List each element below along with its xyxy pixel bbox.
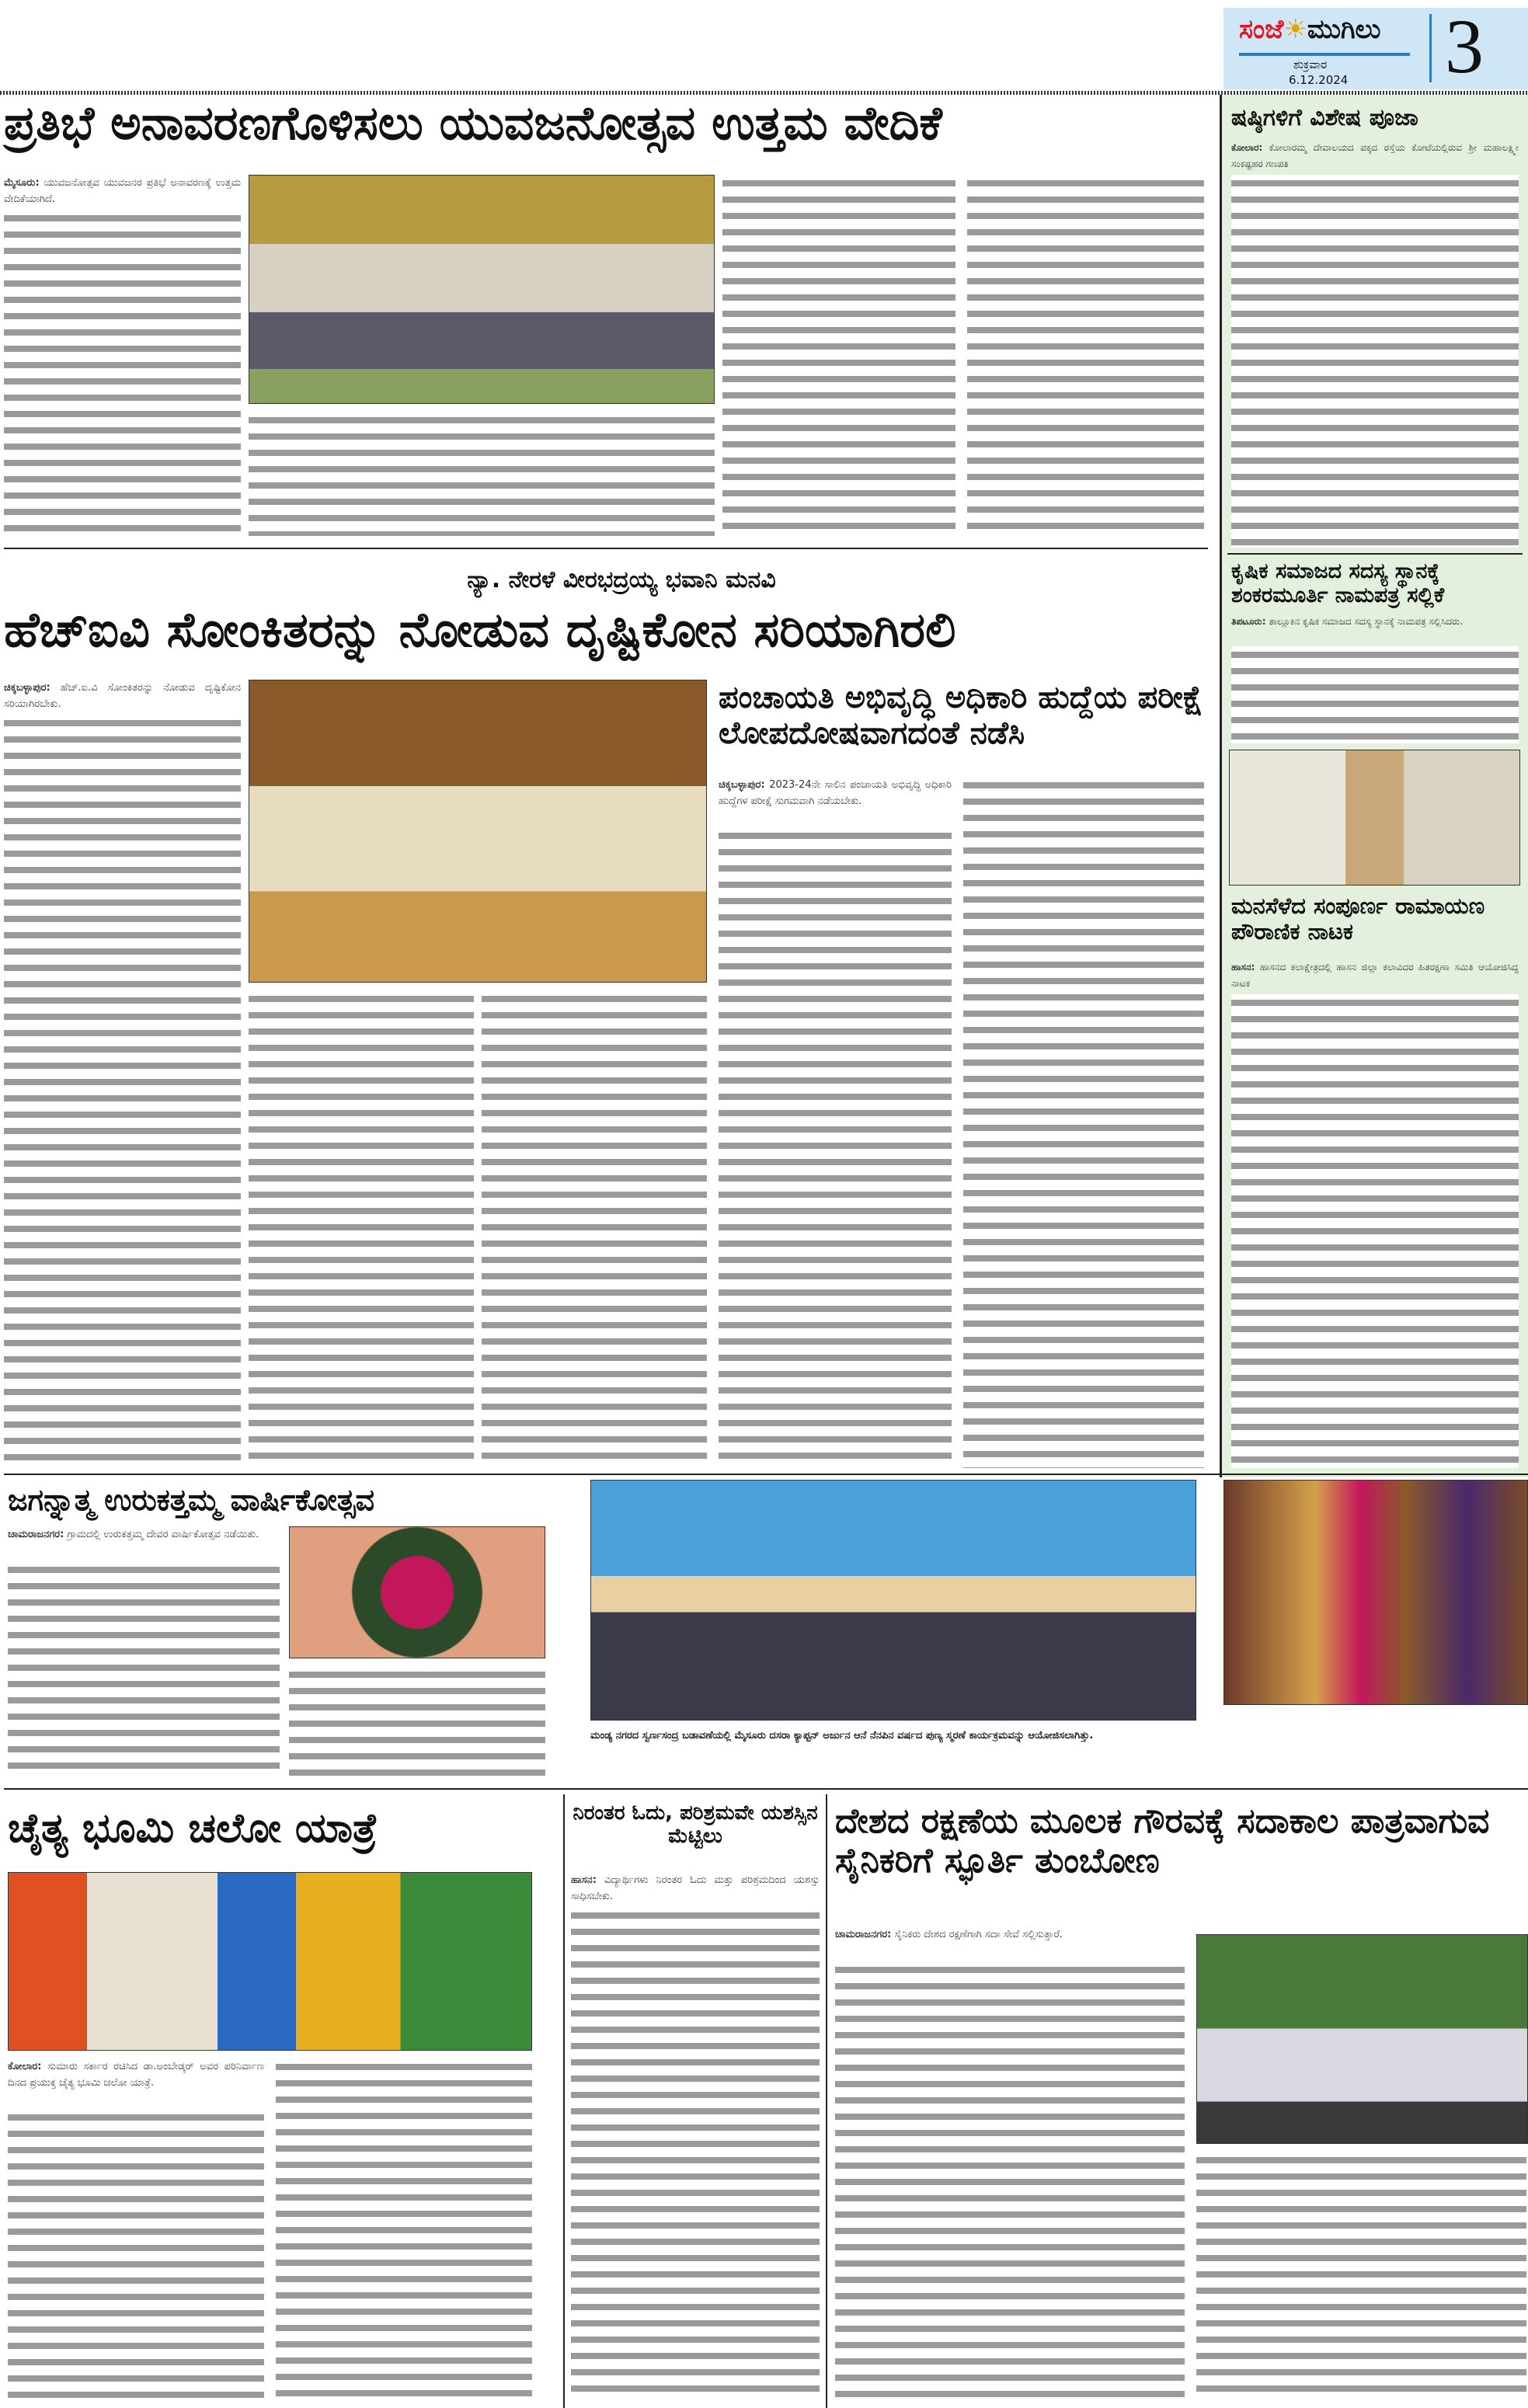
lead: ಕೋಲಾರಮ್ಮ ದೇವಾಲಯದ ಪಕ್ಕದ ರಸ್ತೆಯ ಕೋಟೆಯಲ್ಲಿರುವ ಶ್ರೀ ಮಹಾಲಕ್ಷ್ಮೀ ಸಂಕಷ್ಟಹರ ಗಣಪತಿ [1231,142,1519,169]
story2-body [249,990,474,1468]
sidebar-headline-3: ಮನಸೆಳೆದ ಸಂಪೂರ್ಣ ರಾಮಾಯಣ ಪೌರಾಣಿಕ ನಾಟಕ [1231,893,1485,945]
logo-black: ಮುಗಿಲು [1307,14,1381,45]
story5-lead [8,2058,264,2091]
sidebar-body-2 [1231,646,1519,743]
masthead [1223,3,1528,89]
story5-body [8,2109,264,2400]
logo-underline [1239,53,1410,56]
dateline: ಚಾಮರಾಜನಗರ: [835,1929,892,1940]
photo-arjuna-remembrance [590,1480,1196,1721]
date: 6.12.2024 [1289,73,1349,87]
divider [4,1474,1528,1475]
headline-anniversary: ಜಗನ್ನಾತ್ಮ ಉರುಕತ್ತಮ್ಮ ವಾರ್ಷಿಕೋತ್ಸವ [8,1483,375,1517]
lead: ಯುವಜನೋತ್ಸವ ಯುವಜನರ ಪ್ರತಿಭೆ ಅನಾವರಣಕ್ಕೆ ಉತ್ತಮ ವೇದಿಕೆಯಾಗಿದೆ. [4,177,241,205]
sidebar-lead-2 [1231,614,1519,630]
story2-lead [4,680,241,712]
sidebar-headline-1: ಷಷ್ಠಿಗಳಿಗೆ ವಿಶೇಷ ಪೂಜಾ [1231,104,1418,131]
dateline: ಮೈಸೂರು: [4,177,40,189]
lead: ಸುಮಾರು ಸರ್ಕಾರ ರಚಿಸಿದ ಡಾ.ಅಂಬೇಡ್ಕರ್ ಅವರ ಪರಿನಿರ್ವಾಣ ದಿನದ ಪ್ರಯುಕ್ತ ಚೈತ್ಯ ಭೂಮಿ ಚಲೋ ಯಾತ್ರೆ. [8,2061,264,2089]
headline-hiv: ಹೆಚ್‌ಐವಿ ಸೋಂಕಿತರನ್ನು ನೋಡುವ ದೃಷ್ಟಿಕೋನ ಸರಿಯಾಗಿರಲಿ [4,601,956,658]
story2-body [482,990,707,1468]
headline-youth-festival: ಪ್ರತಿಭೆ ಅನಾವರಣಗೊಳಿಸಲು ಯುವಜನೋತ್ಸವ ಉತ್ತಮ ವೇದಿಕೆ [4,96,942,151]
story7-lead [835,1926,1185,1943]
photo-deity [289,1526,545,1658]
dateline: ತಿಪಟೂರು: [1231,616,1266,627]
photo-youth-festival [249,175,715,404]
photo-nomination [1229,750,1520,886]
dateline: ಕೋಲಾರ: [1231,142,1263,153]
story3-lead [719,777,952,809]
lead: ಸೈನಿಕರು ದೇಶದ ರಕ್ಷಣೆಗಾಗಿ ಸದಾ ಸೇವೆ ಸಲ್ಲಿಸುತ್ತಾರೆ. [894,1929,1063,1940]
logo-red: ಸಂಜೆ [1239,14,1284,45]
story1-body [249,412,715,536]
page-number: 3 [1445,3,1484,89]
story5-body [276,2058,532,2400]
photo-caption: ಮಂಡ್ಯ ನಗರದ ಸ್ವರ್ಣಸಂದ್ರ ಬಡಾವಣೆಯಲ್ಲಿ ಮೈಸೂರು ದಸರಾ ಕ್ಯಾಪ್ಟನ್ ಅರ್ಜುನ ಆನೆ ನೆನಪಿನ ವರ್ಷದ ಪುಣ್ಯ ಸ್ಮರಣೆ ಕಾರ್ಯಕ್ರಮವನ್ನು ಆಯೋಜಿಸಲಾಗಿತ್ತು. [590,1730,1094,1742]
dateline: ಚಾಮರಾಜನಗರ: [8,1529,64,1540]
story4-body [8,1561,280,1779]
story2-body [4,715,241,1468]
headline-soldiers: ದೇಶದ ರಕ್ಷಣೆಯ ಮೂಲಕ ಗೌರವಕ್ಕೆ ಸದಾಕಾಲ ಪಾತ್ರವಾಗುವ ಸೈನಿಕರಿಗೆ ಸ್ಫೂರ್ತಿ ತುಂಬೋಣ [835,1801,1490,1881]
divider [826,1794,827,2408]
lead: ಹೆಚ್.ಐ.ವಿ ಸೋಂಕಿತರನ್ನು ನೋಡುವ ದೃಷ್ಟಿಕೋನ ಸರಿಯಾಗಿರಬೇಕು. [4,682,241,710]
divider [4,548,1208,549]
photo-ramayana-drama [1223,1480,1528,1705]
dateline: ಚಿಕ್ಕಬಳ್ಳಾಪುರ: [719,779,765,791]
kicker: ನ್ಯಾ. ನೇರಳೆ ವೀರಭದ್ರಯ್ಯ ಭವಾನಿ ಮನವಿ [467,566,776,593]
photo-soldiers-event [1196,1934,1528,2144]
photo-hiv-meeting [249,680,707,983]
lead: ತಾಲ್ಲೂಕಿನ ಕೃಷಿಕ ಸಮಾಜದ ಸದಸ್ಯ ಸ್ಥಾನಕ್ಕೆ ನಾಮಪತ್ರ ಸಲ್ಲಿಸಿದರು. [1269,616,1464,627]
lead: ಹಾಸನದ ಕಲಾಕ್ಷೇತ್ರದಲ್ಲಿ ಹಾಸನ ಜಿಲ್ಲಾ ಕಲಾವಿದರ ಹಿತರಕ್ಷಣಾ ಸಮಿತಿ ಆಯೋಜಿಸಿದ್ದ ನಾಟಕ [1231,962,1519,989]
story7-body [835,1961,1185,2400]
story3-body [963,777,1204,1468]
story1-body [722,175,955,536]
story1-body [967,175,1204,536]
story4-body [289,1666,545,1779]
sidebar-headline-2: ಕೃಷಿಕ ಸಮಾಜದ ಸದಸ್ಯ ಸ್ಥಾನಕ್ಕೆ ಶಂಕರಮೂರ್ತಿ ನಾಮಪತ್ರ ಸಲ್ಲಿಕೆ [1231,559,1445,608]
photo-yatra [8,1872,532,2051]
headline-chaitya-bhoomi: ಚೈತ್ಯ ಭೂಮಿ ಚಲೋ ಯಾತ್ರೆ [8,1805,378,1852]
sidebar-body-3 [1231,994,1519,1468]
sidebar-lead-1 [1231,140,1519,172]
dateline: ಚಿಕ್ಕಬಳ್ಳಾಪುರ: [4,682,50,694]
divider [1227,553,1523,555]
lead: ಗ್ರಾಮದಲ್ಲಿ ಉರುಕತ್ತಮ್ಮ ದೇವರ ವಾರ್ಷಿಕೋತ್ಸವ ನಡೆಯಿತು. [67,1529,259,1540]
headline-study: ನಿರಂತರ ಓದು, ಪರಿಶ್ರಮವೇ ಯಶಸ್ಸಿನ ಮೆಟ್ಟಿಲು [573,1801,818,1848]
divider [4,1788,1528,1790]
sidebar-lead-3 [1231,959,1519,992]
dateline: ಹಾಸನ: [1231,962,1255,973]
lead: ವಿದ್ಯಾರ್ಥಿಗಳು ನಿರಂತರ ಓದು ಮತ್ತು ಪರಿಶ್ರಮದಿಂದ ಯಶಸ್ಸು ಸಾಧಿಸಬೇಕು. [571,1874,820,1902]
logo: ಸಂಜೆ☀ಮುಗಿಲು [1239,14,1381,45]
story3-body [719,827,952,1468]
divider [1429,14,1432,82]
divider [563,1794,565,2408]
sidebar-body-1 [1231,175,1519,548]
story7-body [1196,2152,1526,2400]
story1-lead [4,175,241,207]
lead: 2023-24ನೇ ಸಾಲಿನ ಪಂಚಾಯತಿ ಅಭಿವೃದ್ಧಿ ಅಧಿಕಾರಿ ಹುದ್ದೆಗಳ ಪರೀಕ್ಷೆ ಸುಗಮವಾಗಿ ನಡೆಯಬೇಕು. [719,779,952,807]
story1-body [4,210,241,536]
story4-lead [8,1526,280,1543]
day: ಶುಕ್ರವಾರ [1293,57,1328,71]
headline-pdo-exam: ಪಂಚಾಯತಿ ಅಭಿವೃದ್ಧಿ ಅಧಿಕಾರಿ ಹುದ್ದೆಯ ಪರೀಕ್ಷೆ ಲೋಪದೋಷವಾಗದಂತೆ ನಡೆಸಿ [719,680,1203,751]
dateline: ಕೋಲಾರ: [8,2061,42,2072]
story6-body [571,1907,820,2400]
dateline: ಹಾಸನ: [571,1874,597,1886]
story6-lead [571,1872,820,1905]
